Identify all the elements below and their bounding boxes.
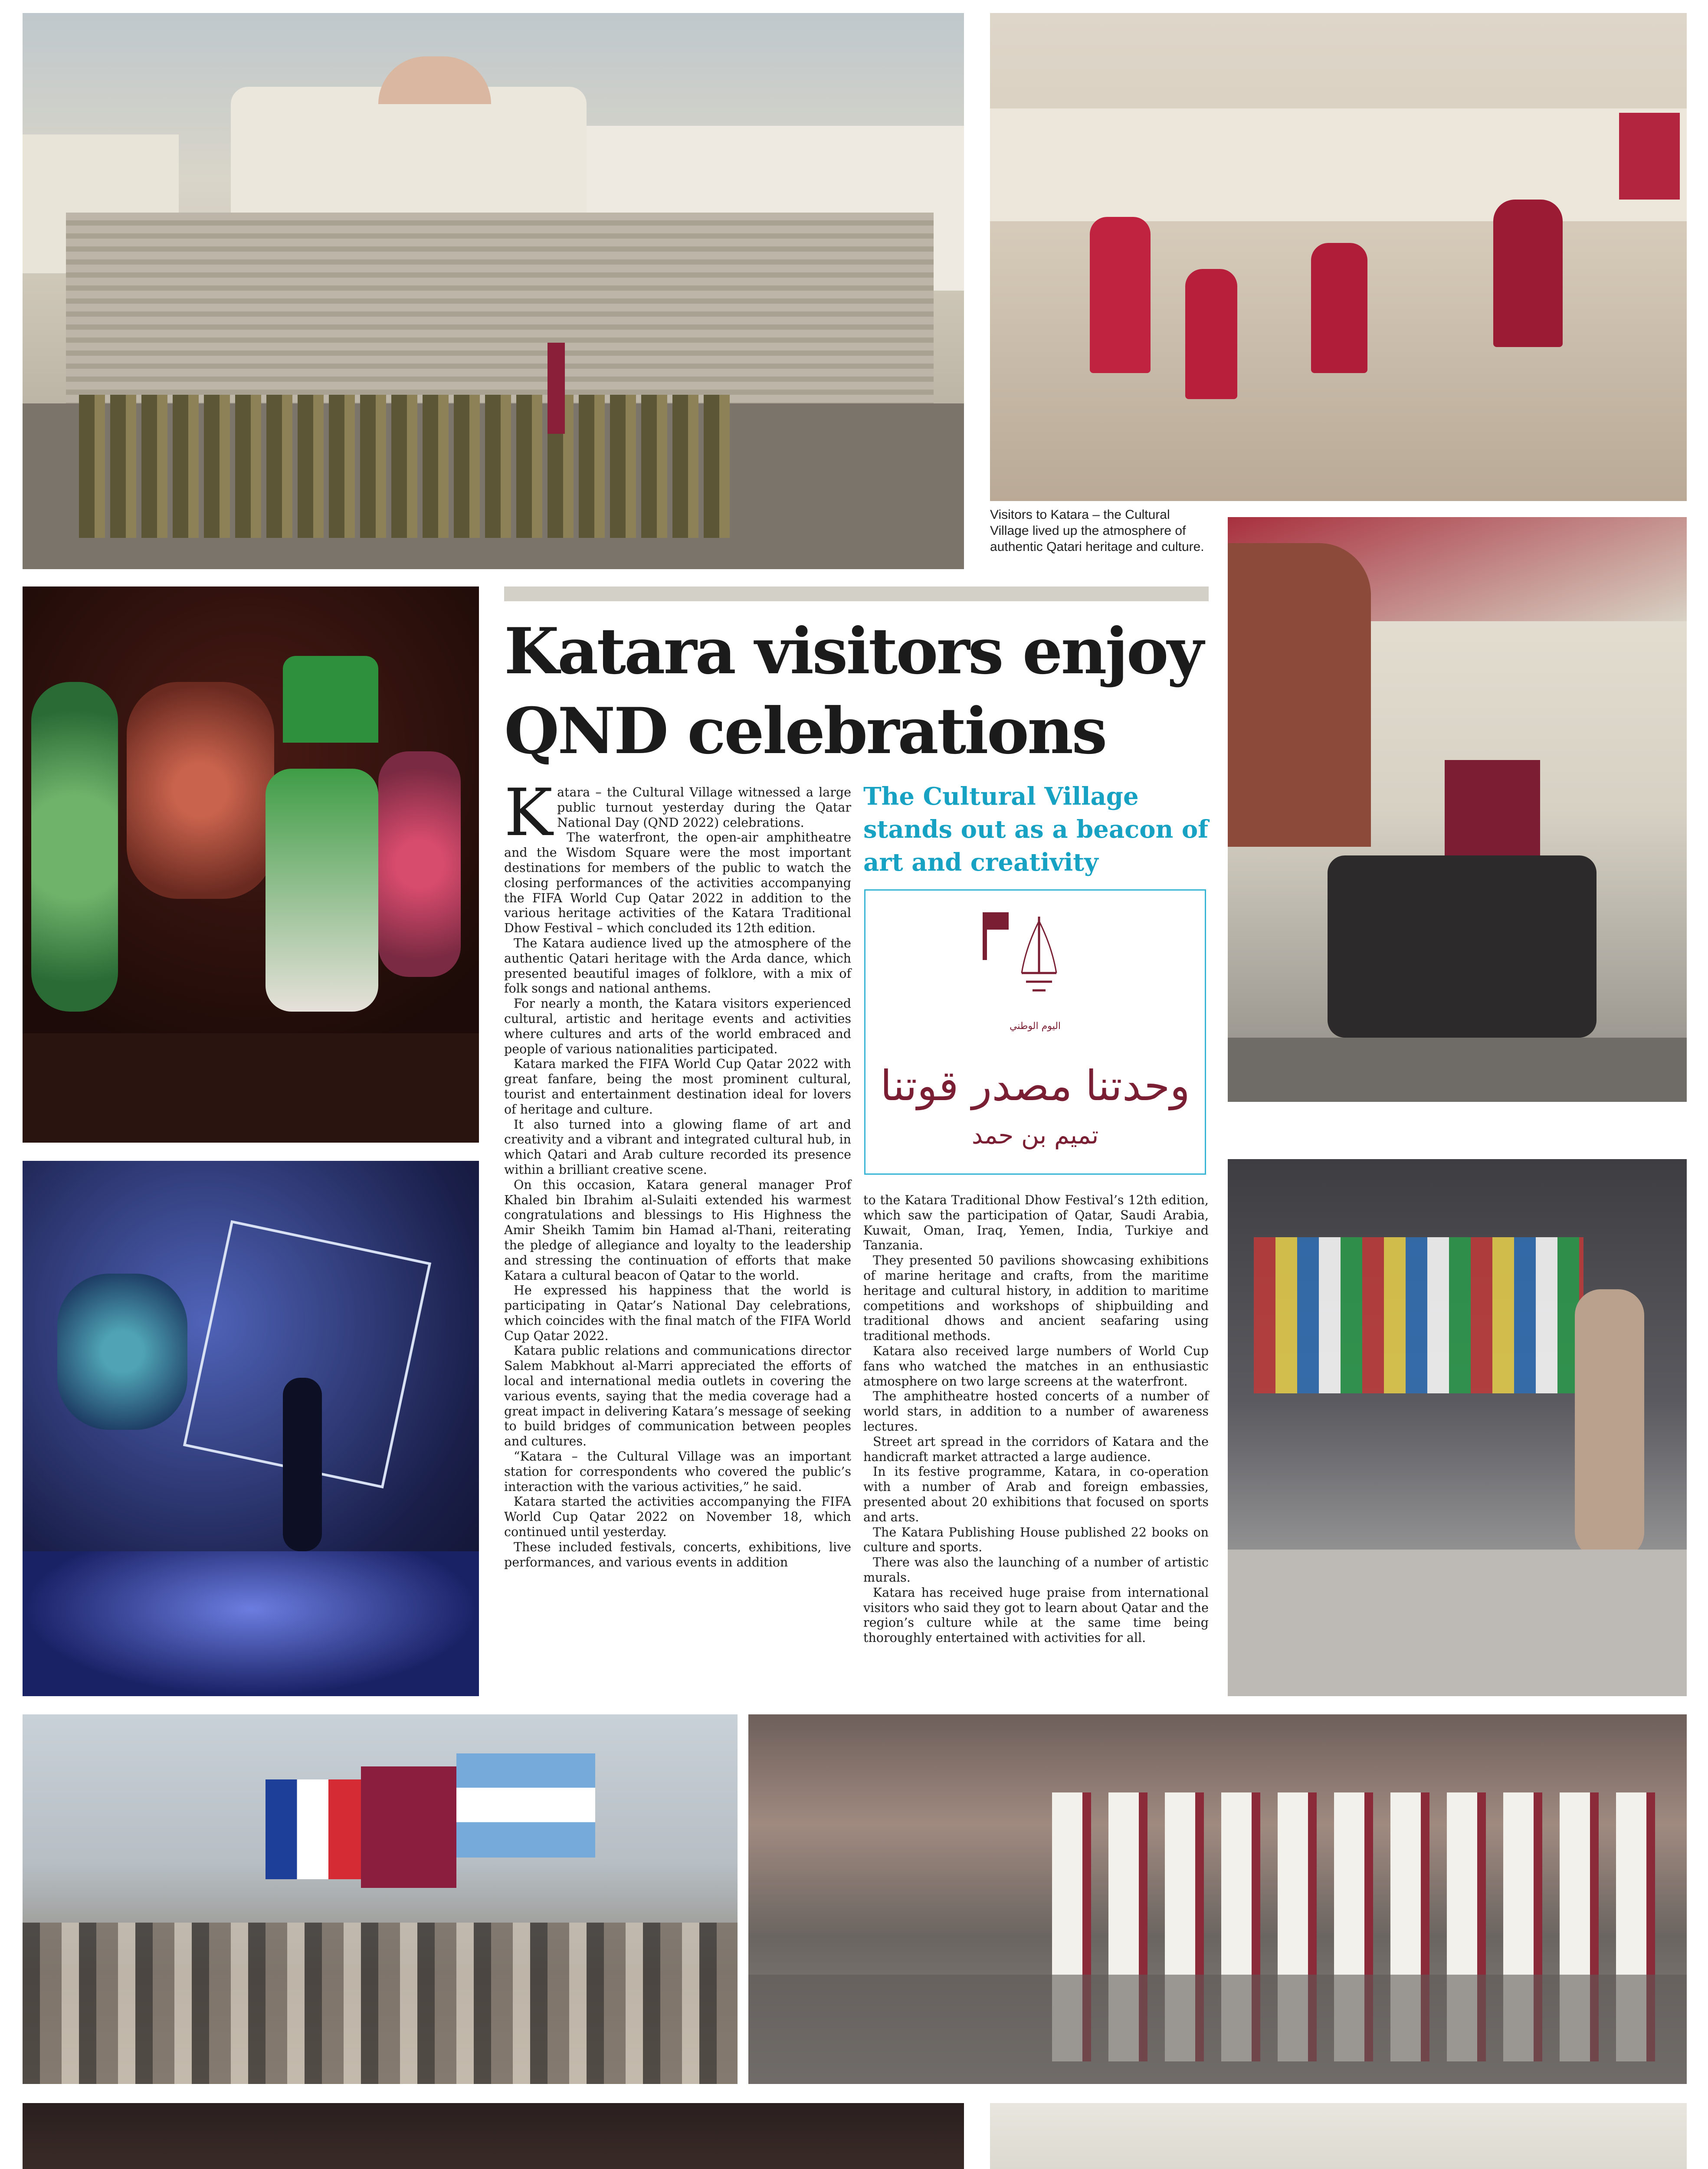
- article-paragraph: Katara marked the FIFA World Cup Qatar 2022 with great fanfare, being the most prominent cultural, tourist and entertainment destination ideal for lovers of heritage and culture.: [504, 1057, 851, 1117]
- article-paragraph: The waterfront, the open-air amphitheatre and the Wisdom Square were the most important destinations for members of the public to watch the closing performances of the activities accompanying the FIFA World Cup Qatar 2022 in addition to the various heritage activities of the Katara Traditional Dhow Festival – which concluded its 12th edition.: [504, 830, 851, 936]
- article-paragraph: It also turned into a glowing flame of art and creativity and a vibrant and integrated cultural hub, in which Qatari and Arab culture recorded its presence within a brilliant creative scene.: [504, 1117, 851, 1177]
- pull-quote: The Cultural Village stands out as a beacon of art and creativity: [863, 782, 1209, 877]
- article-column-2: [863, 1193, 1209, 1711]
- photo-children-fans: [990, 13, 1687, 501]
- photo-drummers: [990, 2103, 1687, 2169]
- headline-rule-bar: [504, 586, 1209, 601]
- article-paragraph: Street art spread in the corridors of Katara and the handicraft market attracted a large audience.: [863, 1434, 1209, 1464]
- drop-cap: K: [504, 775, 553, 851]
- article-paragraph: On this occasion, Katara general manager Prof Khaled bin Ibrahim al-Sulaiti extended his warmest congratulations and blessings to His Highness the Amir Sheikh Tamim bin Hamad al-Thani, reiterating the pledge of allegiance and loyalty to the leadership and stressing the continuation of efforts that make Katara a cultural beacon of Qatar to the world.: [504, 1177, 851, 1283]
- article-paragraph: “Katara – the Cultural Village was an important station for correspondents who covered the public’s interaction with the various activities,” he said.: [504, 1449, 851, 1494]
- headline: Katara visitors enjoy QND celebrations: [504, 614, 1202, 768]
- photo-girls-dance: [23, 2103, 964, 2169]
- photo-car-flag: [1228, 517, 1687, 1102]
- national-day-logo: [864, 889, 1206, 1175]
- article-paragraph: The amphitheatre hosted concerts of a number of world stars, in addition to a number of awareness lectures.: [863, 1389, 1209, 1434]
- photo-amphitheatre-parade: [23, 13, 964, 569]
- photo-caption: Visitors to Katara – the Cultural Village lived up the atmosphere of authentic Qatari heritage and culture.: [990, 508, 1204, 554]
- photo-dancer-stage: [23, 1161, 479, 1696]
- article-column-1: [504, 775, 851, 1711]
- photo-beach-flags: [23, 1714, 738, 2084]
- article-paragraph: Katara started the activities accompanying the FIFA World Cup Qatar 2022 on November 18, which continued until yesterday.: [504, 1494, 851, 1540]
- article-paragraph: In its festive programme, Katara, in co-operation with a number of Arab and foreign embassies, presented about 20 exhibitions that focused on sports and arts.: [863, 1465, 1209, 1524]
- article-paragraph: Katara – the Cultural Village witnessed a large public turnout yesterday during the Qatar National Day (QND 2022) celebrations.: [504, 775, 851, 851]
- article-paragraph: He expressed his happiness that the world is participating in Qatar’s National Day celebrations, which coincides with the final match of the FIFA World Cup Qatar 2022.: [504, 1283, 851, 1343]
- signature-text: تميم بن حمد: [971, 1121, 1099, 1150]
- national-day-emblem-icon: [974, 908, 1087, 1016]
- photo-jersey-gallery: [1228, 1159, 1687, 1696]
- emblem-caption: اليوم الوطني: [1009, 1021, 1061, 1032]
- article-paragraph: These included festivals, concerts, exhibitions, live performances, and various events in addition: [504, 1540, 851, 1569]
- article-paragraph: The Katara audience lived up the atmosphere of the authentic Qatari heritage with the Arda dance, which presented beautiful images of folklore, with a mix of folk songs and national anthems.: [504, 936, 851, 996]
- article-paragraph: There was also the launching of a number of artistic murals.: [863, 1555, 1209, 1585]
- photo-ardah-procession: [748, 1714, 1687, 2084]
- slogan-text: وحدتنا مصدر قوتنا: [880, 1062, 1190, 1110]
- article-paragraph: to the Katara Traditional Dhow Festival’s 12th edition, which saw the participation of Qatar, Saudi Arabia, Kuwait, Oman, Iraq, Yemen, India, Turkiye and Tanzania.: [863, 1193, 1209, 1253]
- article-paragraph: Katara also received large numbers of World Cup fans who watched the matches in an enthusiastic atmosphere on two large screens at the waterfront.: [863, 1343, 1209, 1389]
- article-paragraph: The Katara Publishing House published 22 books on culture and sports.: [863, 1525, 1209, 1555]
- photo-balloon-performers: [23, 586, 479, 1143]
- article-paragraph: They presented 50 pavilions showcasing exhibitions of marine heritage and crafts, from the maritime heritage and cultural history, in addition to maritime competitions and workshops of shipbuilding and traditional dhows and ancient seafaring using traditional methods.: [863, 1253, 1209, 1343]
- article-paragraph: For nearly a month, the Katara visitors experienced cultural, artistic and heritage events and activities where cultures and arts of the world embraced and people of various nationalities participated.: [504, 996, 851, 1056]
- article-paragraph: Katara has received huge praise from international visitors who said they got to learn about Qatar and the region’s culture while at the same time being thoroughly entertained with activities for all.: [863, 1585, 1209, 1645]
- article-paragraph: Katara public relations and communications director Salem Mabkhout al-Marri appreciated the efforts of local and international media outlets in covering the various events, saying that the media coverage had a great impact in delivering Katara’s message of seeking to build bridges of communication between peoples and cultures.: [504, 1343, 851, 1449]
